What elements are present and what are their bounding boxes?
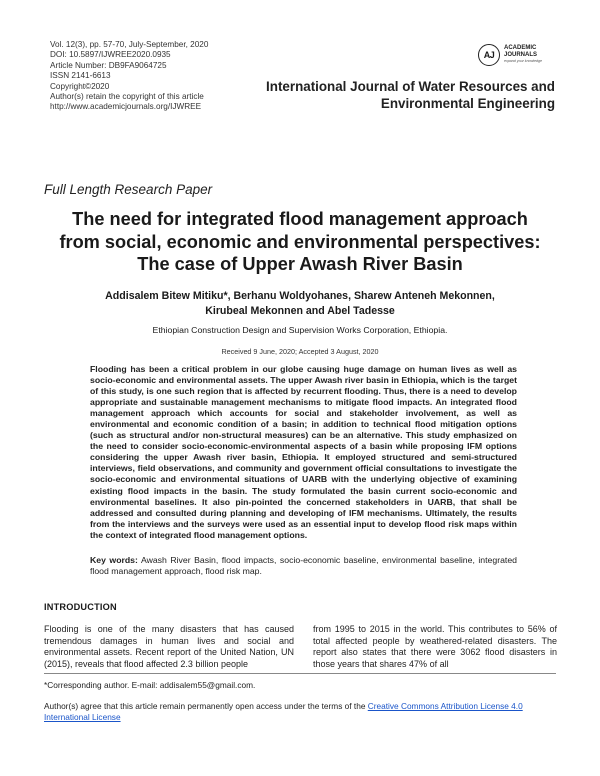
meta-article-number: Article Number: DB9FA9064725: [50, 60, 167, 70]
authors-line2: Kirubeal Mekonnen and Abel Tadesse: [205, 304, 395, 317]
meta-issn: ISSN 2141-6613: [50, 71, 111, 81]
intro-column-left: Flooding is one of the many disasters that has caused tremendous damages in human lives and social and environmental assets. Recent report of the United Nation, UN (2015), reveals that flood affected 2.3 billion people: [44, 624, 294, 669]
meta-url[interactable]: http://www.academicjournals.org/IJWREE: [50, 102, 202, 112]
article-title: [30, 208, 570, 276]
title-line1: The need for integrated flood management approach: [72, 209, 528, 229]
meta-doi: DOI: 10.5897/IJWREE2020.0935: [50, 50, 171, 60]
abstract: Flooding has been a critical problem in our globe causing huge damage on human lives as well as socio-economic and environmental assets. The upper Awash river basin in Ethiopia, which is the target of this study, is one such region that is affected by recurrent flooding. Thus, there is a need to develop appropriate and sustainable management mechanisms to mitigate flood impacts. An integrated flood management approach which accounts for social and stakeholder involvement, as well as environmental and economic condition of a basin; in addition to technical flood mitigation options (such as structural and/or non-structural measures) can be an alternative. This study emphasized on the need to consider socio-economic-environmental aspects of a basin while proposing IFM options considering the upper Awash river basin, Ethiopia. It employed structured and semi-structured interviews, field observations, and community and government official consultations to investigate the socio-economic and environmental situations of UARB with the underlying objective of examining existing flood impacts in the basin. The study formulated the basin current socio-economic and environmental baselines. It also pin-pointed the concerned stakeholders in UARB, that shall be addressed and consulted during planning and developing of IFM mechanisms. Ultimately, the results from the interviews and the surveys were used as an essential input to develop flood risk maps within the context of integrated flood management options.: [90, 364, 517, 540]
publisher-logo-mark: AJ: [478, 44, 500, 66]
meta-volume: Vol. 12(3), pp. 57-70, July-September, 2020: [50, 40, 209, 49]
title-line2: from social, economic and environmental perspectives:: [59, 231, 541, 252]
journal-title: [255, 78, 555, 112]
authors-line1: Addisalem Bitew Mitiku*, Berhanu Woldyohanes, Sharew Anteneh Mekonnen,: [105, 290, 495, 302]
logo-tagline: expand your knowledge: [504, 59, 542, 64]
journal-title-line1: International Journal of Water Resources and: [266, 79, 555, 94]
keywords-label: Key words:: [90, 555, 138, 565]
keywords: [90, 555, 517, 577]
title-line3: The case of Upper Awash River Basin: [137, 254, 463, 274]
section-heading-introduction: INTRODUCTION: [44, 602, 117, 612]
license-link[interactable]: Creative Commons Attribution License 4.0 International License: [44, 701, 523, 722]
publisher-logo-text: [504, 45, 542, 65]
article-meta: [50, 40, 280, 113]
license-text: Author(s) agree that this article remain permanently open access under the terms of the: [44, 701, 368, 711]
journal-title-line2: Environmental Engineering: [380, 96, 555, 111]
footnote-divider: [44, 673, 556, 674]
paper-type: Full Length Research Paper: [44, 182, 213, 197]
affiliation: Ethiopian Construction Design and Supervision Works Corporation, Ethiopia.: [152, 325, 448, 335]
license-notice: [44, 701, 564, 723]
author-list: [60, 289, 540, 319]
publisher-logo: [478, 44, 542, 66]
corresponding-author: *Corresponding author. E-mail: addisalem55@gmail.com.: [44, 680, 256, 690]
keywords-text: Awash River Basin, flood impacts, socio-economic baseline, environmental baseline, integrated flood management approach, flood risk map.: [90, 555, 518, 577]
meta-rights: Author(s) retain the copyright of this article: [50, 92, 204, 102]
logo-line1: ACADEMIC: [504, 45, 537, 52]
meta-copyright: Copyright©2020: [50, 81, 110, 91]
logo-line2: JOURNALS: [504, 51, 538, 58]
intro-column-right: from 1995 to 2015 in the world. This contributes to 56% of total affected people by weathered-related disasters. The report also states that there were 3062 flood disasters in those years that shares 47% of all: [313, 624, 557, 669]
received-accepted-dates: Received 9 June, 2020; Accepted 3 August, 2020: [221, 347, 379, 356]
